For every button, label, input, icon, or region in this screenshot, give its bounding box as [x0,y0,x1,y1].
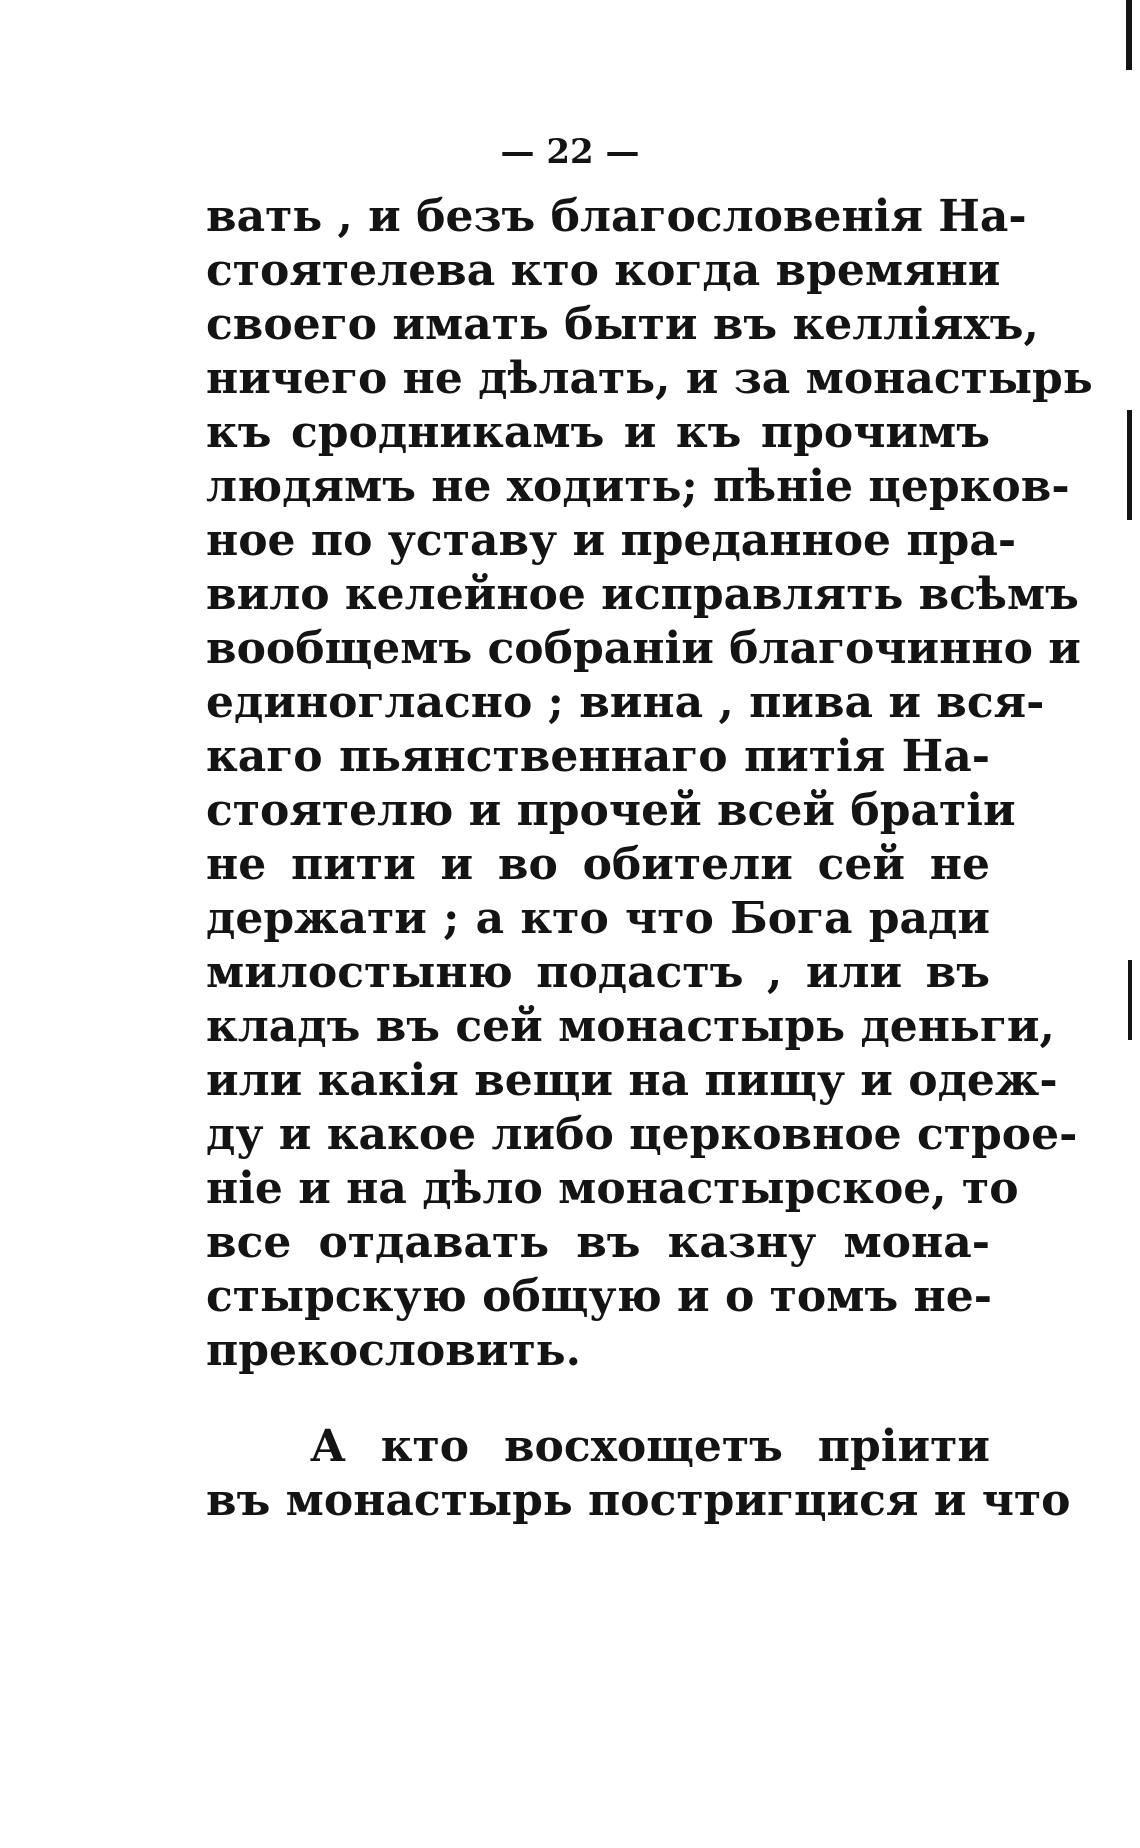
text-line: вать , и безъ благословенія На- [206,191,1027,242]
text-line: вообщемъ собраніи благочинно и [206,623,1081,674]
paragraph-1 [206,190,1093,1378]
text-line: все отдавать въ казну мона- [206,1217,990,1268]
text-line: ду и какое либо церковное строе- [206,1109,1078,1160]
text-line: въ монастырь постригцися и что [206,1475,1071,1526]
text-line: или какія вещи на пищу и одеж- [206,1055,1058,1106]
text-line: вило келейное исправлять всѣмъ [206,569,1079,620]
page-edge-mark [1126,0,1132,70]
text-line: стырскую общую и о томъ не- [206,1271,992,1322]
text-line: каго пьянственнаго питія На- [206,731,990,782]
text-line: единогласно ; вина , пива и вся- [206,677,1045,728]
text-line: ничего не дѣлать, и за монастырь [206,353,1093,404]
text-line: стоятелю и прочей всей братіи [206,785,1016,836]
text-line: не пити и во обители сей не [206,839,990,890]
text-line: ніе и на дѣло монастырское, то [206,1163,1019,1214]
text-line: держати ; а кто что Бога ради [206,893,990,944]
text-line: своего имать быти въ келліяхъ, [206,299,1039,350]
text-line: ное по уставу и преданное пра- [206,515,1017,566]
text-line: къ сродникамъ и къ прочимъ [206,407,990,458]
page-edge-mark [1127,410,1132,520]
page-number: — 22 — [500,132,640,172]
text-line: А кто восхощетъ пріити [310,1421,990,1472]
text-line: стоятелева кто когда времяни [206,245,1001,296]
text-line: кладъ въ сей монастырь деньги, [206,1001,1055,1052]
text-line: людямъ не ходить; пѣніе церков- [206,461,1070,512]
text-line: милостыню подастъ , или въ [206,947,990,998]
paragraph-2 [206,1420,1071,1528]
page-edge-mark [1128,960,1132,1040]
text-line: прекословить. [206,1325,581,1376]
